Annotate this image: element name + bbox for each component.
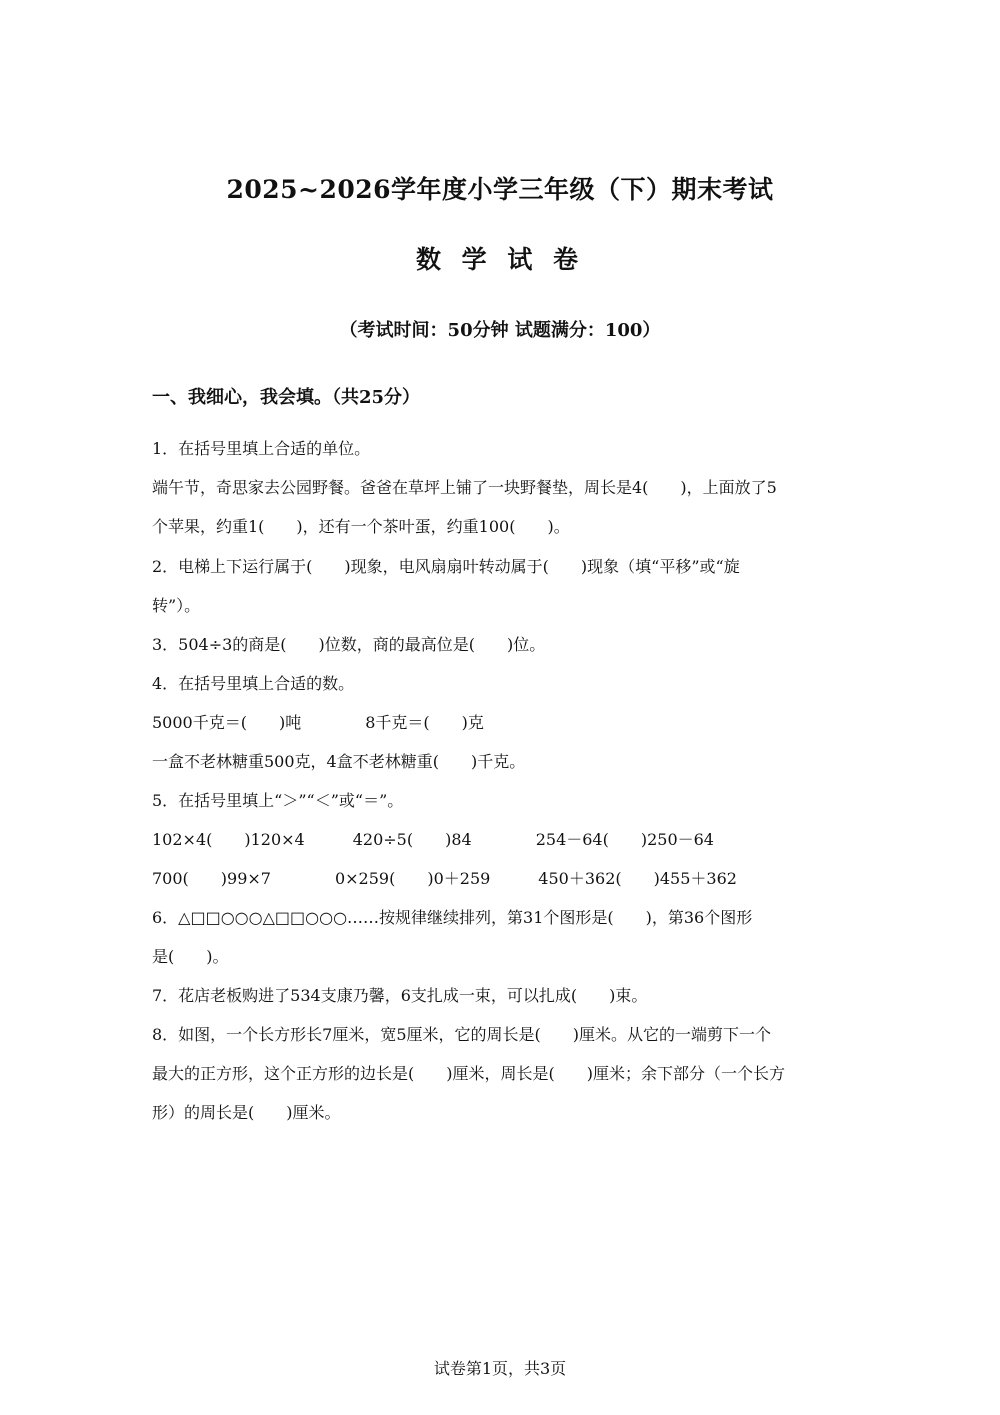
question-line: 8．如图，一个长方形长7厘米，宽5厘米，它的周长是( )厘米。从它的一端剪下一个 — [152, 1025, 772, 1044]
section-title: 一、我细心，我会填。（共25分） — [152, 387, 421, 408]
question-line: 一盒不老林糖重500克，4盒不老林糖重( )千克。 — [152, 752, 526, 771]
question-line: 端午节，奇思家去公园野餐。爸爸在草坪上铺了一块野餐垫，周长是4( )，上面放了5 — [152, 478, 777, 497]
question-line: 6．△□□○○○△□□○○○……按规律继续排列，第31个图形是( )，第36个图形 — [152, 908, 753, 927]
question-line: 个苹果，约重1( )，还有一个茶叶蛋，约重100( )。 — [152, 517, 570, 536]
question-line: 5000千克＝( )吨 8千克＝( )克 — [152, 713, 484, 732]
question-line: 5．在括号里填上“＞”“＜”或“＝”。 — [152, 791, 404, 810]
question-line: 最大的正方形，这个正方形的边长是( )厘米，周长是( )厘米；余下部分（一个长方 — [152, 1064, 785, 1083]
question-line: 1．在括号里填上合适的单位。 — [152, 439, 371, 458]
question-line: 3．504÷3的商是( )位数，商的最高位是( )位。 — [152, 635, 546, 654]
question-line: 700( )99×7 0×259( )0＋259 450＋362( )455＋362 — [152, 869, 737, 888]
question-line: 转”）。 — [152, 596, 201, 615]
question-line: 是( )。 — [152, 947, 229, 966]
question-line: 4．在括号里填上合适的数。 — [152, 674, 355, 693]
exam-info: （考试时间：50分钟 试题满分：100） — [339, 320, 661, 341]
page-footer: 试卷第1页，共3页 — [433, 1359, 567, 1378]
exam-subtitle: 数 学 试 卷 — [415, 245, 585, 274]
question-line: 2．电梯上下运行属于( )现象，电风扇扇叶转动属于( )现象（填“平移”或“旋 — [152, 557, 740, 576]
exam-title: 2025~2026学年度小学三年级（下）期末考试 — [226, 175, 774, 204]
question-line: 7．花店老板购进了534支康乃馨，6支扎成一束，可以扎成( )束。 — [152, 986, 648, 1005]
question-line: 形）的周长是( )厘米。 — [152, 1103, 341, 1122]
question-line: 102×4( )120×4 420÷5( )84 254－64( )250－64 — [152, 830, 714, 849]
